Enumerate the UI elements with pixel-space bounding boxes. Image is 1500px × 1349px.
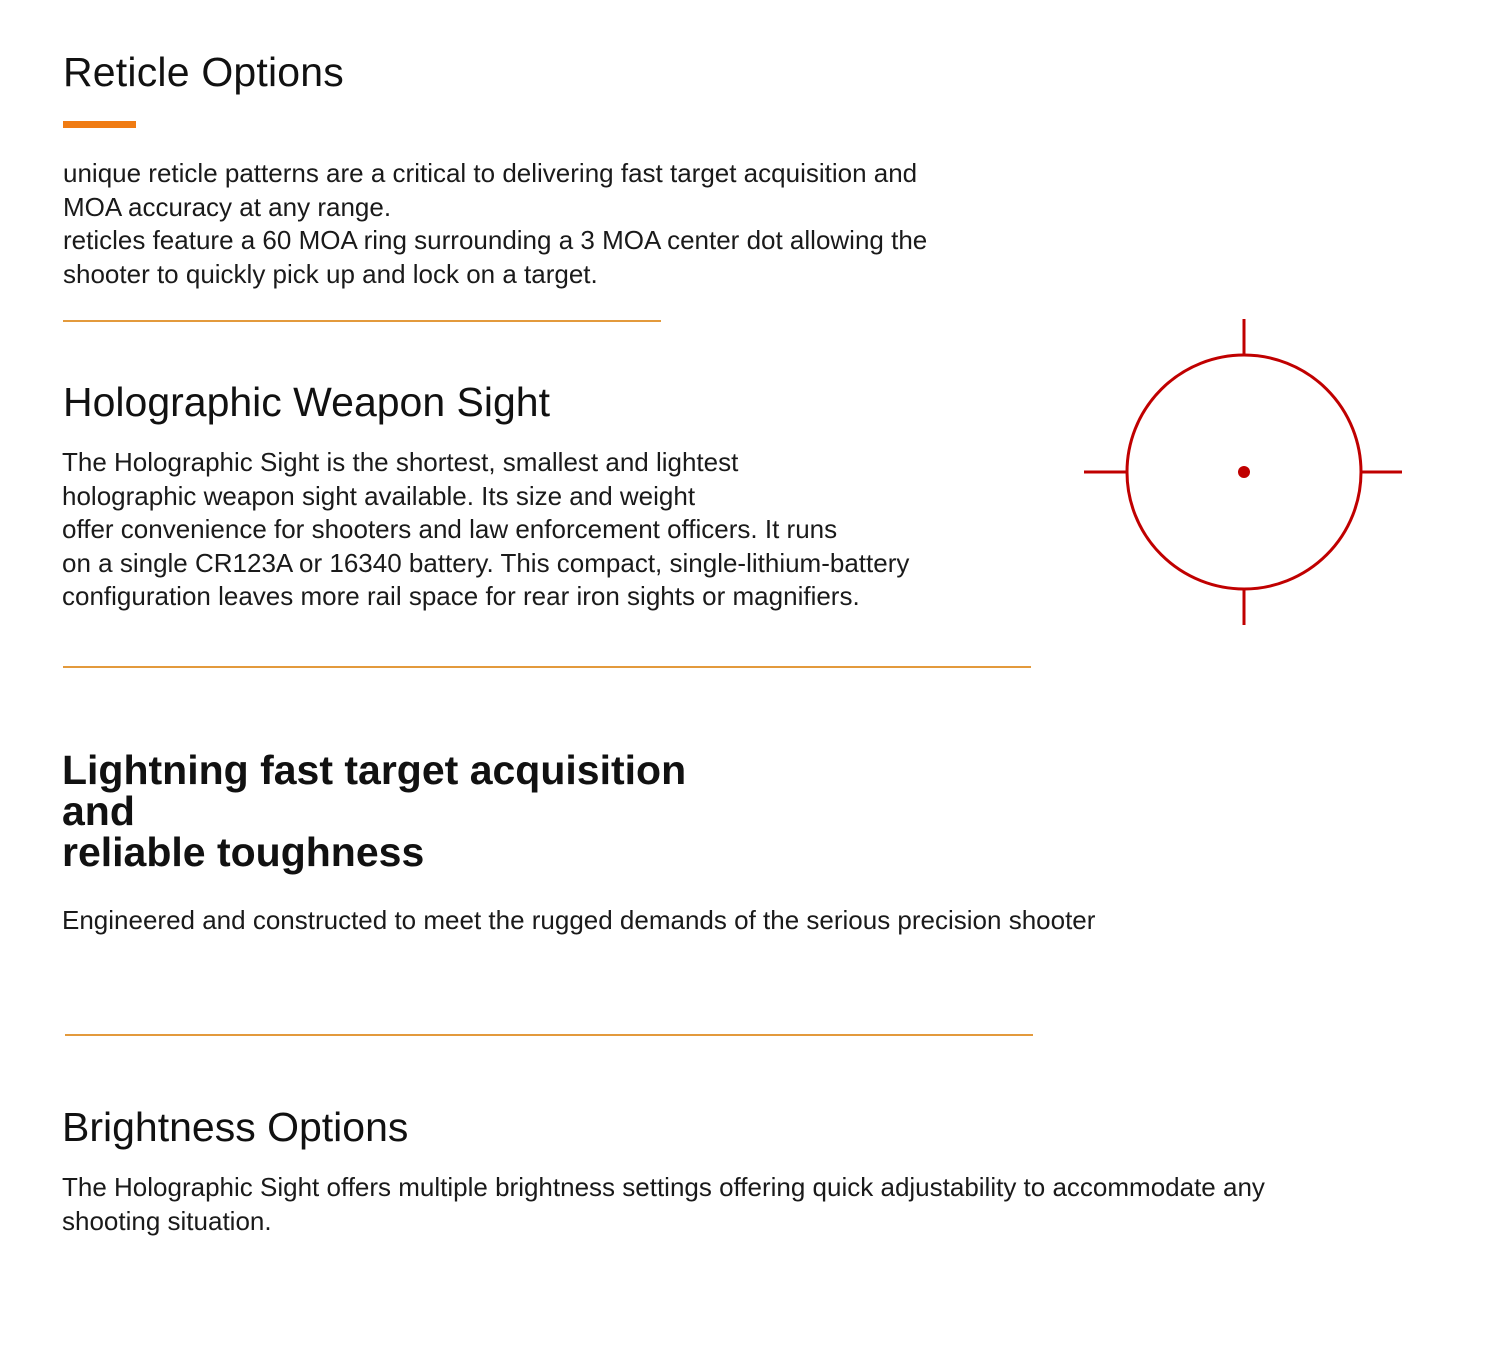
text-line: holographic weapon sight available. Its size and weight: [62, 480, 696, 511]
title-line: and: [62, 788, 135, 834]
reticle-icon: [1080, 316, 1406, 628]
reticle-options-text: [63, 157, 927, 291]
text-line: shooter to quickly pick up and lock on a target.: [63, 258, 598, 289]
text-line: on a single CR123A or 16340 battery. This compact, single-lithium-battery: [62, 547, 910, 578]
lightning-title: [62, 747, 687, 875]
brightness-text: [62, 1171, 1265, 1238]
text-line: reticles feature a 60 MOA ring surrounding a 3 MOA center dot allowing the: [63, 225, 928, 255]
text-line: The Holographic Sight offers multiple brightness settings offering quick adjustability to accommodate any: [62, 1172, 1265, 1202]
lightning-text: Engineered and constructed to meet the rugged demands of the serious precision shooter: [62, 905, 1096, 935]
reticle-options-title: Reticle Options: [63, 49, 345, 95]
title-line: Lightning fast target acquisition: [62, 747, 687, 793]
text-line: MOA accuracy at any range.: [63, 191, 392, 222]
section-divider: [65, 1034, 1033, 1036]
text-line: shooting situation.: [62, 1205, 272, 1236]
section-divider: [63, 320, 661, 322]
brightness-title: Brightness Options: [62, 1104, 409, 1150]
text-line: The Holographic Sight is the shortest, smallest and lightest: [62, 447, 739, 477]
title-accent-bar: [63, 121, 136, 128]
title-line: reliable toughness: [62, 829, 425, 875]
section-divider: [63, 666, 1031, 668]
text-line: offer convenience for shooters and law enforcement officers. It runs: [62, 514, 838, 544]
holographic-text: [62, 446, 909, 614]
text-line: unique reticle patterns are a critical to delivering fast target acquisition and: [63, 158, 918, 188]
holographic-title: Holographic Weapon Sight: [63, 379, 550, 425]
text-line: configuration leaves more rail space for rear iron sights or magnifiers.: [62, 581, 860, 611]
reticle-center-dot: [1238, 466, 1250, 478]
